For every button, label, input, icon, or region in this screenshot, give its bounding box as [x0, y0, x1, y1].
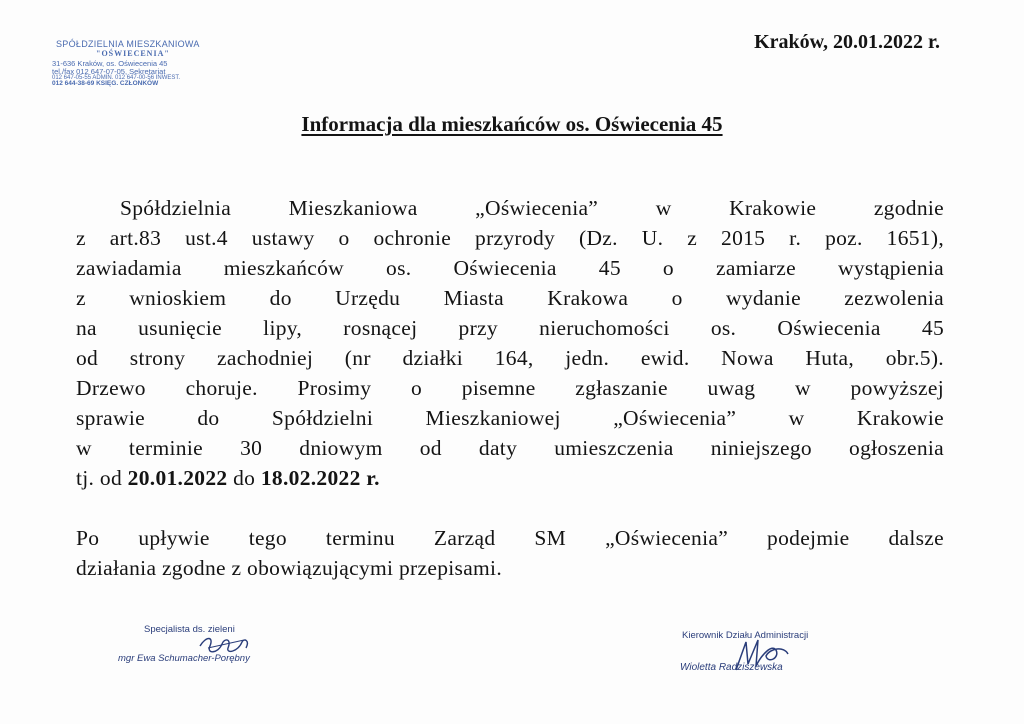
stamp-line: 31-636 Kraków, os. Oświecenia 45: [52, 59, 168, 68]
text-line: Spółdzielnia Mieszkaniowa „Oświecenia” w Krakowie zgodnie: [120, 196, 944, 220]
text-line: zawiadamia mieszkańców os. Oświecenia 45 o zamiarze wystąpienia: [76, 256, 944, 280]
stamp-line: 012 644-38-69 KSIĘG. CZŁONKÓW: [52, 80, 159, 87]
text-line: z wnioskiem do Urzędu Miasta Krakowa o wydanie zezwolenia: [76, 286, 944, 310]
text-line: z art.83 ust.4 ustawy o ochronie przyrody (Dz. U. z 2015 r. poz. 1651),: [76, 226, 944, 250]
date-from: 20.01.2022: [127, 466, 228, 490]
stamp-line: tel./fax 012 647-07-05, Sekretariat: [52, 66, 166, 76]
text-line: od strony zachodniej (nr działki 164, jedn. ewid. Nowa Huta, obr.5).: [76, 346, 944, 370]
date-to: 18.02.2022 r.: [260, 466, 380, 490]
document-title: Informacja dla mieszkańców os. Oświecenia 45: [301, 112, 723, 136]
stamp-line: 012 647-05-55 ADMIN. 012 647-00-56 INWEST.: [52, 75, 181, 81]
signature-name: mgr Ewa Schumacher-Porębny: [118, 653, 250, 664]
stamp-line: SPÓŁDZIELNIA MIESZKANIOWA: [56, 39, 200, 49]
stamp-line: "OŚWIECENIA": [96, 49, 170, 58]
paragraph-2: [76, 523, 944, 583]
text-fragment: do: [227, 466, 261, 490]
document-body: [76, 193, 944, 583]
text-line: w terminie 30 dniowym od daty umieszczenia niniejszego ogłoszenia: [76, 436, 944, 460]
paragraph-1: [76, 193, 944, 493]
text-line: Po upływie tego terminu Zarząd SM „Oświecenia” podejmie dalsze: [76, 526, 944, 550]
text-line: działania zgodne z obowiązującymi przepisami.: [76, 556, 503, 580]
signature-role: Specjalista ds. zieleni: [144, 624, 235, 635]
document-date: Kraków, 20.01.2022 r.: [754, 31, 940, 53]
signature-role: Kierownik Działu Administracji: [682, 630, 809, 641]
text-line-dates: [76, 463, 944, 493]
text-line: na usunięcie lipy, rosnącej przy nieruchomości os. Oświecenia 45: [76, 316, 944, 340]
text-line: Drzewo choruje. Prosimy o pisemne zgłaszanie uwag w powyższej: [76, 376, 944, 400]
signature-name: Wioletta Radziszewska: [680, 662, 783, 673]
cooperative-stamp: [52, 40, 242, 88]
text-fragment: tj. od: [76, 466, 128, 490]
text-line: sprawie do Spółdzielni Mieszkaniowej „Oświecenia” w Krakowie: [76, 406, 944, 430]
